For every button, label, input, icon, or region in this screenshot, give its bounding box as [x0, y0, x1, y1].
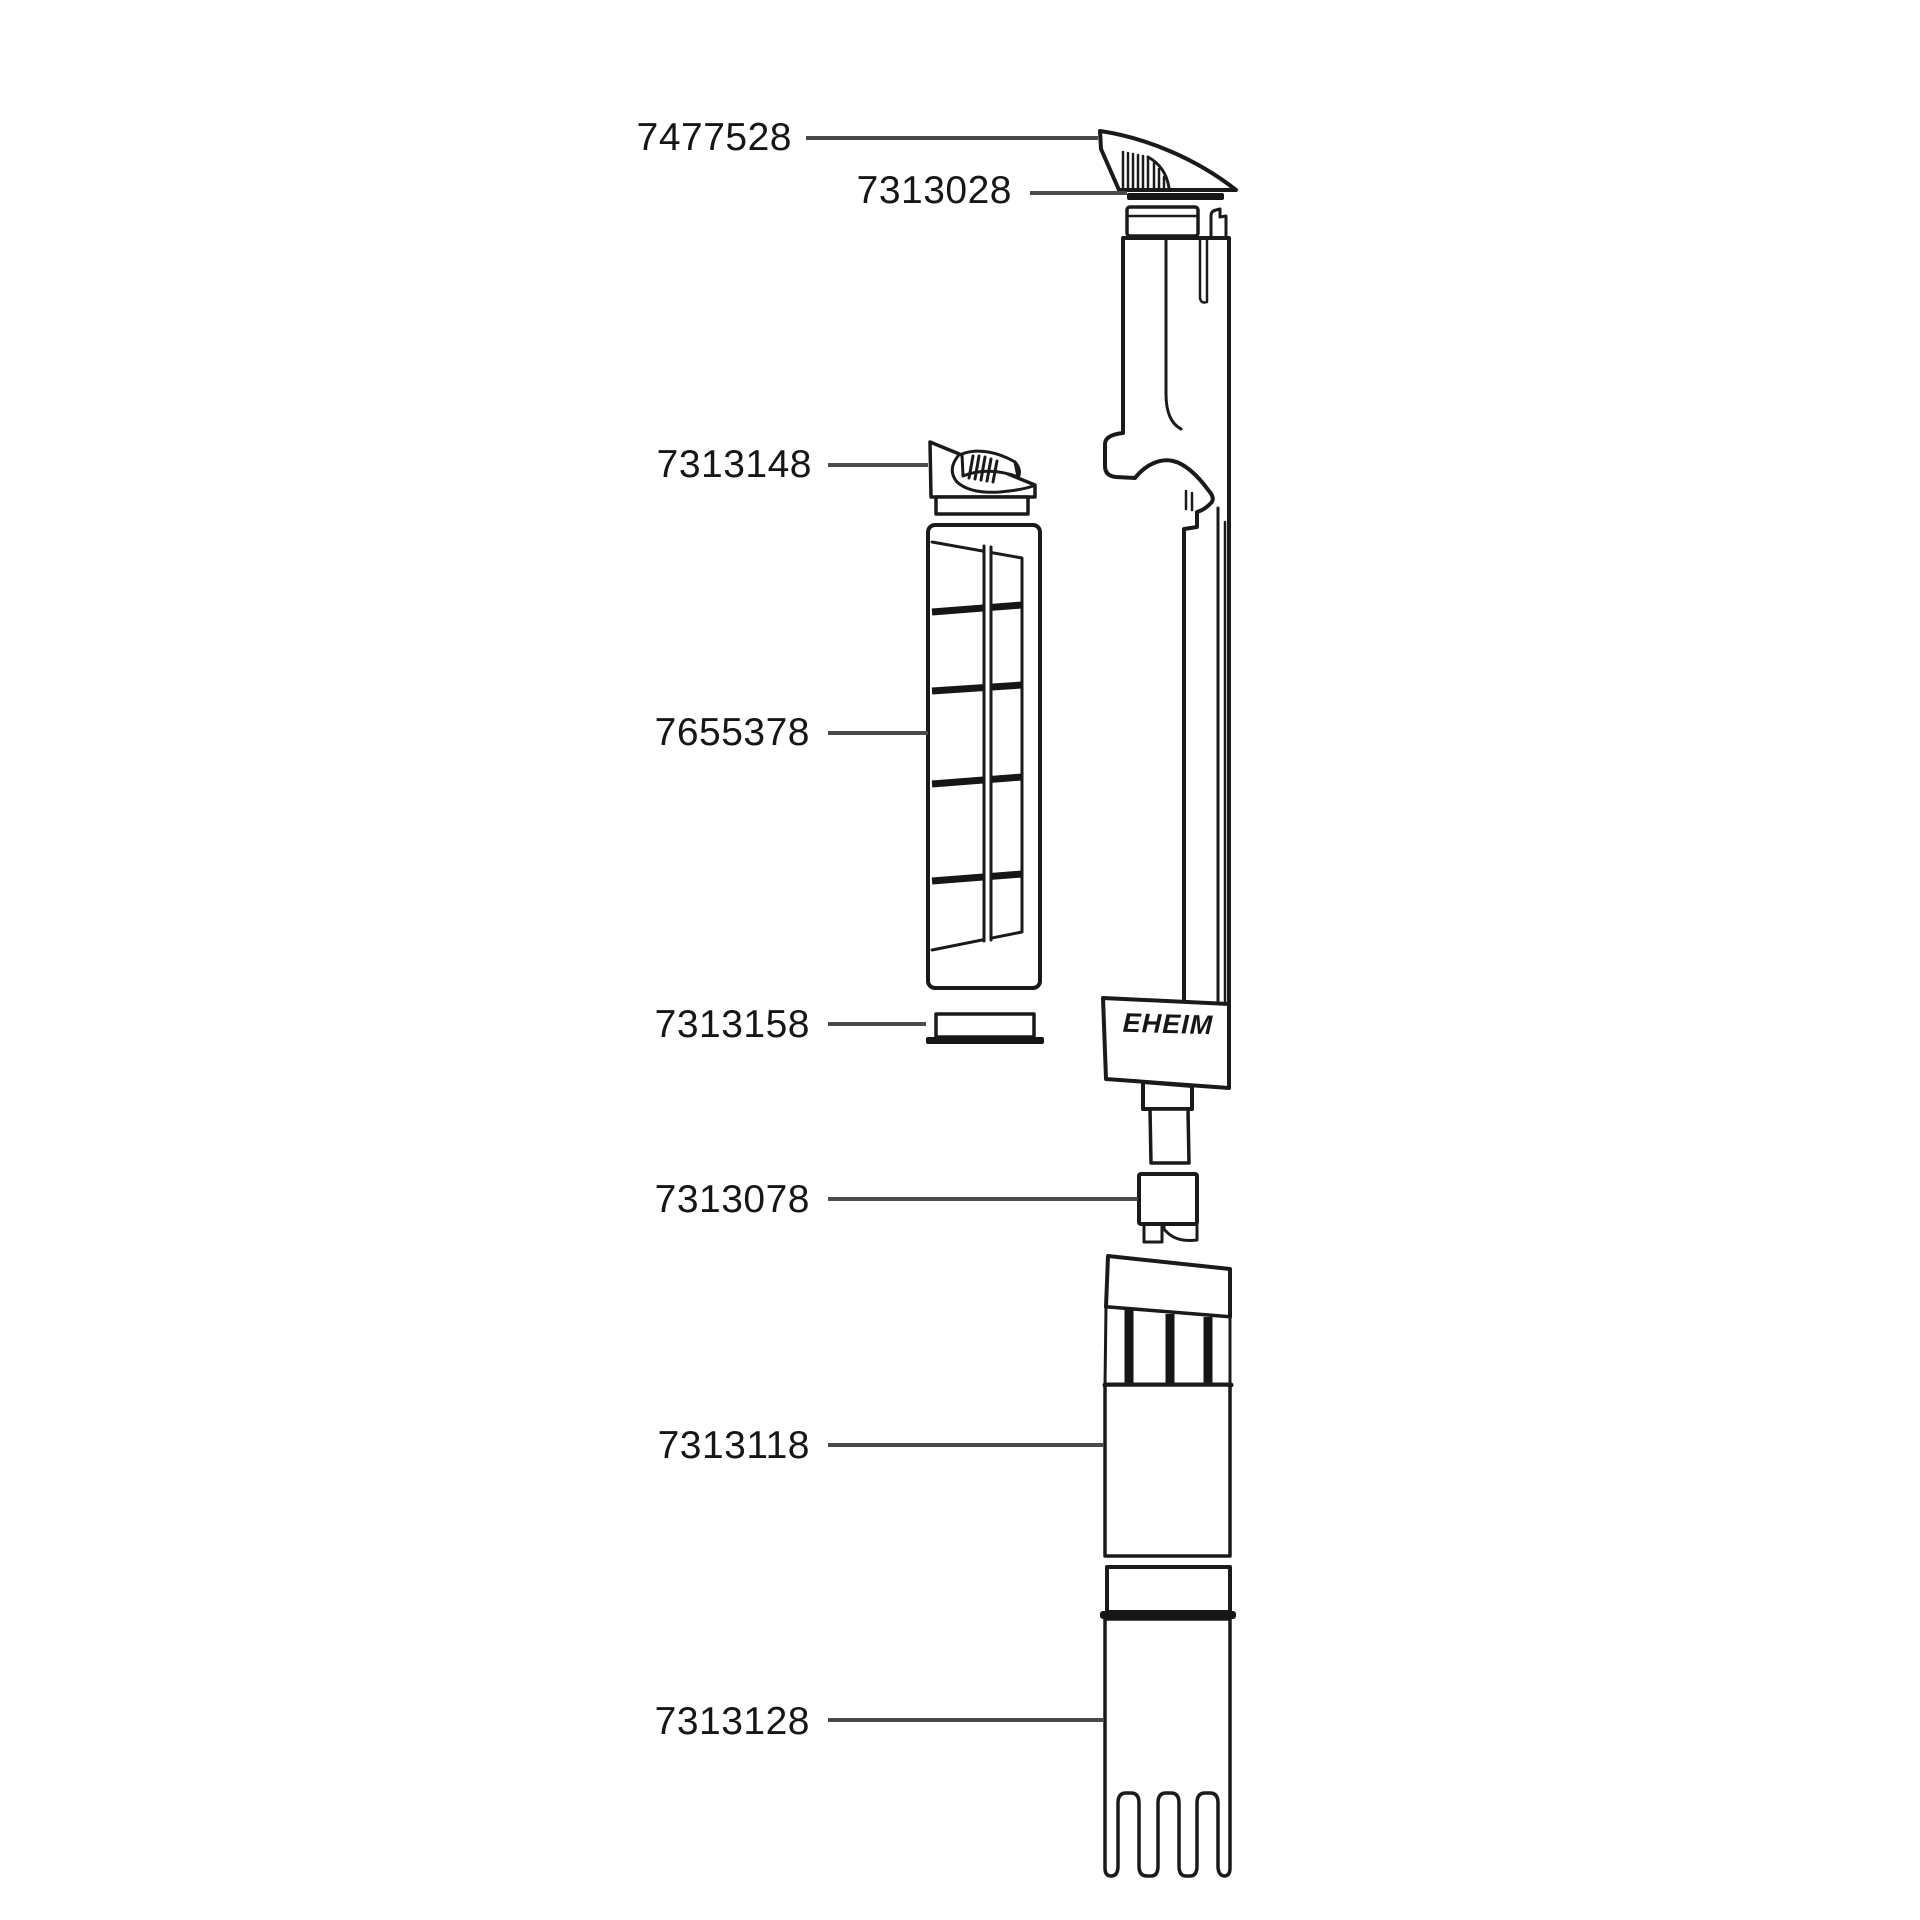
leader-line-7313028 [1030, 191, 1127, 195]
part-drawing-pump-canister [1105, 1256, 1231, 1556]
part-drawing-coupling [1139, 1174, 1197, 1242]
leader-line-7477528 [806, 136, 1098, 140]
brand-logo-text: EHEIM [1122, 1007, 1214, 1041]
part-drawing-filter-cartridge [928, 525, 1040, 988]
part-label-7313148: 7313148 [656, 443, 812, 486]
part-drawing-sealing-lip [1127, 193, 1224, 200]
leader-line-7313118 [828, 1443, 1104, 1447]
part-label-7655378: 7655378 [654, 711, 810, 754]
part-drawing-gravel-guard [1100, 1567, 1236, 1876]
leader-line-7313128 [828, 1718, 1104, 1722]
part-label-7313078: 7313078 [654, 1178, 810, 1221]
part-drawing-sealing-tray [926, 1014, 1044, 1044]
part-label-7313128: 7313128 [654, 1700, 810, 1743]
part-drawing-priming-cap [930, 442, 1035, 514]
part-label-7313158: 7313158 [654, 1003, 810, 1046]
leader-line-7313078 [828, 1197, 1138, 1201]
part-drawing-top-cap [1100, 131, 1236, 190]
part-drawing-outlet-stubs [1143, 1082, 1192, 1163]
part-label-7477528: 7477528 [636, 116, 792, 159]
part-label-7313028: 7313028 [856, 169, 1012, 212]
leader-line-7313158 [828, 1022, 926, 1026]
leader-line-7313148 [828, 463, 928, 467]
part-drawing-main-body [1105, 207, 1229, 1010]
leader-line-7655378 [828, 731, 928, 735]
part-label-7313118: 7313118 [657, 1424, 810, 1467]
